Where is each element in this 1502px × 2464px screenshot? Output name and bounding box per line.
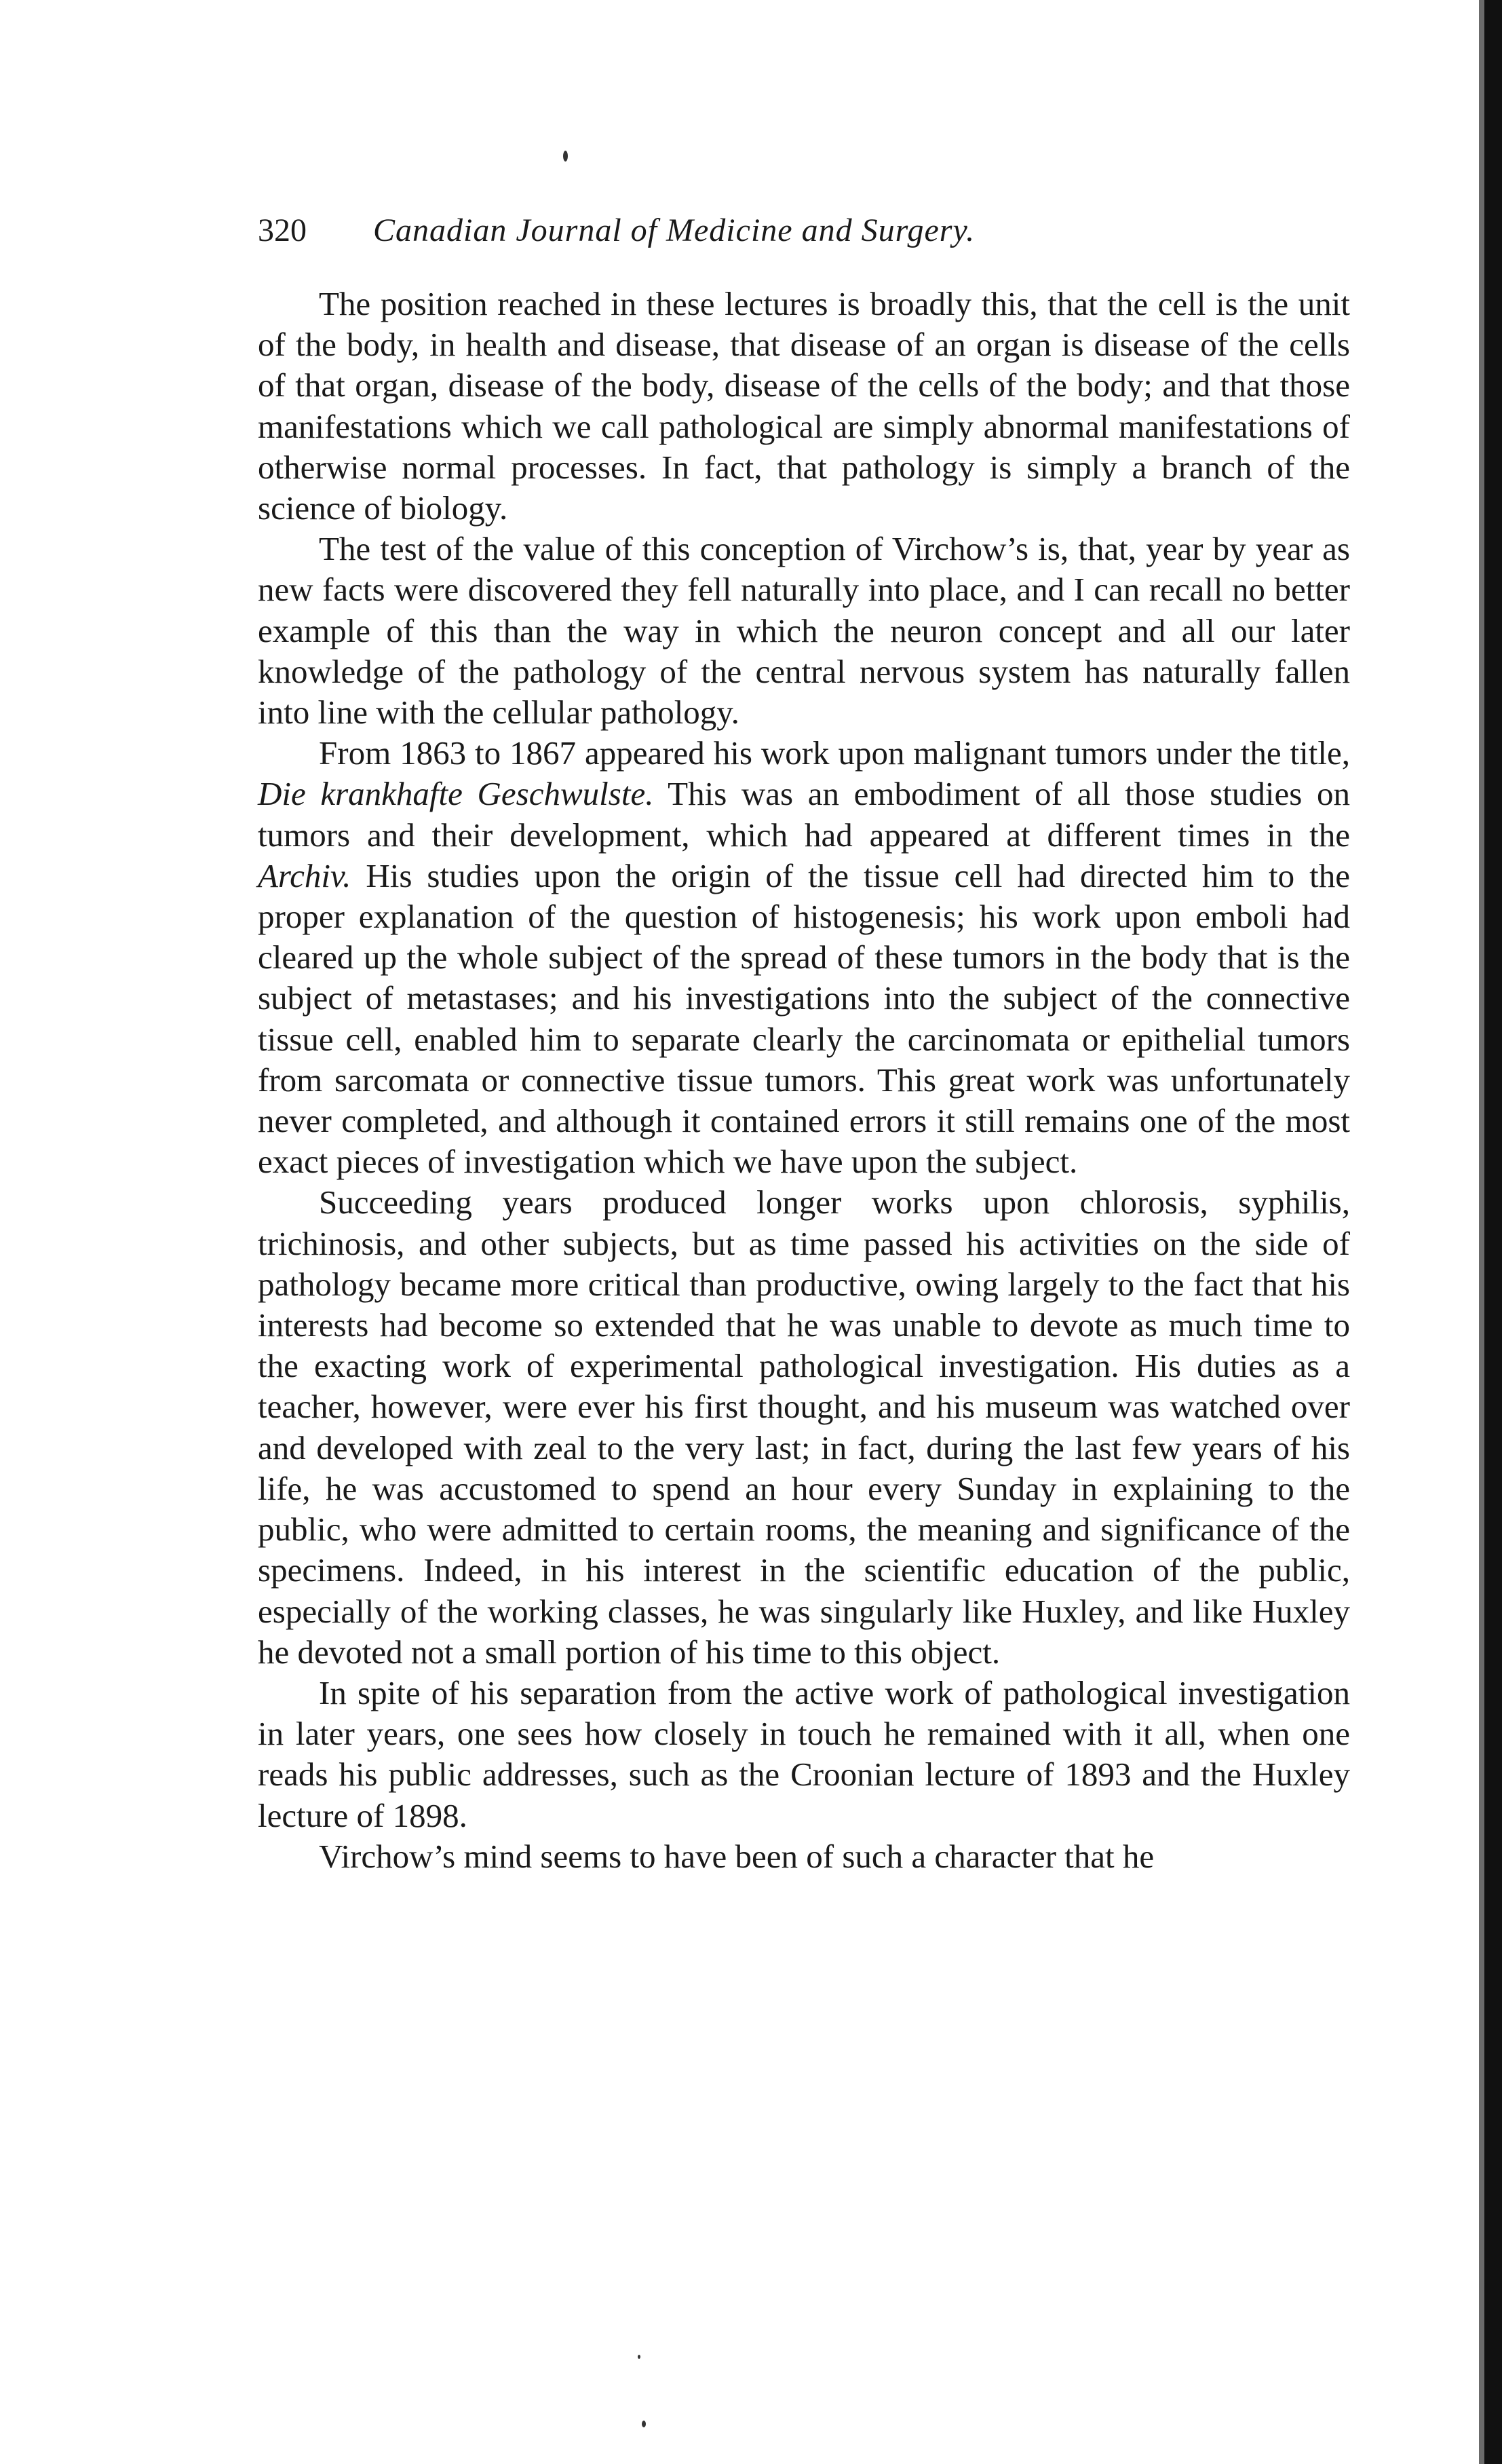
- paragraph-3-text-a: From 1863 to 1867 appeared his work upon malignant tumors under the title,: [319, 734, 1350, 772]
- scan-speck: [642, 2421, 646, 2427]
- paragraph-5: [258, 1673, 1350, 1836]
- page-header: [258, 204, 1350, 258]
- scan-edge-shadow: [1479, 0, 1484, 2464]
- scan-edge-border: [1484, 0, 1502, 2464]
- page-number: 320: [258, 212, 307, 248]
- paragraph-1: [258, 284, 1350, 529]
- book-title-italic: Die krankhafte Geschwulste.: [258, 775, 654, 813]
- paragraph-6: [258, 1836, 1350, 1877]
- paragraph-5-text: In spite of his separation from the active work of pathological investigation in later years, one sees how closely in touch he remained with it all, when one reads his public addresses, such as the Croonian lecture of 1893 and the Huxley lecture of 1898.: [258, 1673, 1350, 1834]
- paragraph-4: [258, 1182, 1350, 1672]
- paragraph-2-text: The test of the value of this conception of Virchow’s is, that, year by year as new facts were discovered they fell naturally into place, and I can recall no better example of this than the way in which the neuron concept and all our later knowledge of the pathology of the central nervous system has naturally fallen into line with the cellular pathology.: [258, 530, 1350, 732]
- paragraph-6-text: Virchow’s mind seems to have been of such a character that he: [319, 1837, 1155, 1875]
- paragraph-2: [258, 529, 1350, 733]
- paragraph-1-text: The position reached in these lectures is broadly this, that the cell is the unit of the body, in health and disease, that disease of an organ is disease of the cells of that organ, disease of the body, disease of the cells of the body; and that those manifestations which we call pathological are simply abnormal manifestations of otherwise normal processes. In fact, that pathology is simply a branch of the science of biology.: [258, 285, 1350, 527]
- scan-speck: [563, 151, 568, 162]
- document-page: [258, 0, 1350, 2464]
- paragraph-3-text-c: His studies upon the origin of the tissue cell had directed him to the proper explanation of the question of histogenesis; his work upon emboli had cleared up the whole subject of the spread of these tumors in the body that is the subject of metastases; and his investigations into the subject of the connective tissue cell, enabled him to separate clearly the carcinomata or epithelial tumors from sarcomata or connective tissue tumors. This great work was unfortunately never completed, and although it contained errors it still remains one of the most exact pieces of investigation which we have upon the subject.: [258, 856, 1350, 1181]
- article-body: [258, 284, 1350, 1877]
- running-title: Canadian Journal of Medicine and Surgery.: [373, 212, 976, 248]
- scan-speck: [638, 2355, 640, 2359]
- paragraph-4-text: Succeeding years produced longer works upon chlorosis, syphilis, trichinosis, and other subjects, but as time passed his activities on the side of pathology became more critical than productive, owing largely to the fact that his interests had become so extended that he was unable to devote as much time to the exacting work of experimental pathological investigation. His duties as a teacher, however, were ever his first thought, and his museum was watched over and developed with zeal to the very last; in fact, during the last few years of his life, he was accustomed to spend an hour every Sunday in explaining to the public, who were admitted to certain rooms, the meaning and significance of the specimens. Indeed, in his interest in the scientific education of the public, especially of the working classes, he was singularly like Huxley, and like Huxley he devoted not a small portion of his time to this object.: [258, 1183, 1350, 1671]
- paragraph-3: [258, 733, 1350, 1182]
- paragraph-3-text-b: This was an embodiment of all those studies on tumors and their development, which had appeared at different times in the: [258, 775, 1350, 854]
- journal-title-italic: Archiv.: [258, 856, 351, 894]
